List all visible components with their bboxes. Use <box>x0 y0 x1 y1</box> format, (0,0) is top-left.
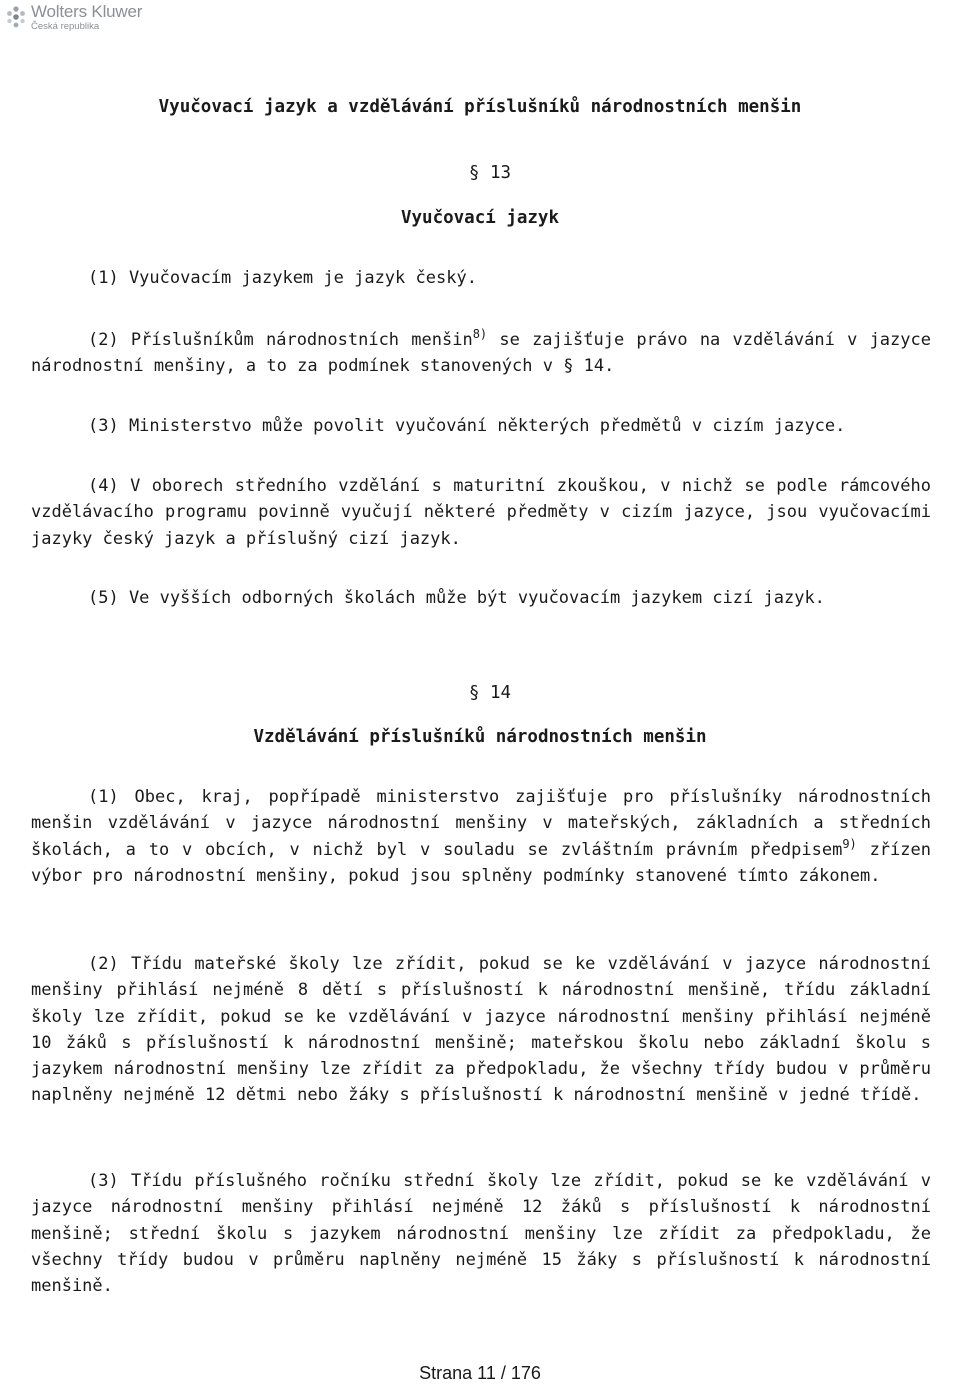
section-13-number: § 13 <box>468 163 512 183</box>
sec13-paragraph-3: (3) Ministerstvo může povolit vyučování některých předmětů v cizím jazyce. <box>88 416 846 436</box>
sec14-p1-text-b: zřízen výbor pro národnostní menšiny, pokud jsou splněny podmínky stanovené tímto zákonem. <box>31 839 931 886</box>
part-title: Vyučovací jazyk a vzdělávání příslušníků národnostních menšin <box>158 97 802 117</box>
page-footer: Strana 11 / 176 <box>419 1363 541 1383</box>
publisher-logo <box>4 3 142 35</box>
sec13-paragraph-4: (4) V oborech středního vzdělání s maturitní zkouškou, v nichž se podle rámcového vzdělávacího programu povinně vyučují některé předměty v cizím jazyce, jsou vyučovacími jazyky český jazyk a příslušný cizí jazyk. <box>31 476 931 549</box>
sec13-p2-text-b: se zajišťuje právo na vzdělávání v jazyce národnostní menšiny, a to za podmínek stanovených v § 14. <box>31 330 931 377</box>
sec14-paragraph-1 <box>31 784 931 889</box>
sec13-p2-text-a: (2) Příslušníkům národnostních menšin <box>88 330 473 350</box>
sec13-paragraph-5: (5) Ve vyšších odborných školách může být vyučovacím jazykem cizí jazyk. <box>88 588 825 608</box>
section-14-number: § 14 <box>468 683 512 703</box>
sec13-paragraph-1: (1) Vyučovacím jazykem je jazyk český. <box>88 268 477 288</box>
section-13-title: Vyučovací jazyk <box>400 208 560 228</box>
footnote-ref-8[interactable]: 8) <box>472 327 488 341</box>
sec14-p1-text-a: (1) Obec, kraj, popřípadě ministerstvo zajišťuje pro příslušníky národnostních menšin vzdělávání v jazyce národnostní menšiny v mateřských, základních a středních školách, a to v obcích, v nichž byl v souladu se zvláštním právním předpisem <box>31 787 931 860</box>
wolters-kluwer-logo-icon <box>4 5 28 29</box>
logo-subtitle: Česká republika <box>31 21 100 32</box>
logo-brand: Wolters Kluwer <box>31 2 143 21</box>
sec14-paragraph-2: (2) Třídu mateřské školy lze zřídit, pokud se ke vzdělávání v jazyce národnostní menšiny přihlásí nejméně 8 dětí s příslušností k národnostní menšině, třídu základní školy lze zřídit, pokud se ke vzdělávání v jazyce národnostní menšiny přihlásí nejméně 10 žáků s příslušností k národnostní menšině; mateřskou školu nebo základní školu s jazykem národnostní menšiny lze zřídit za předpokladu, že všechny třídy budou v průměru naplněny nejméně 12 dětmi nebo žáky s příslušností k národnostní menšině v jedné třídě. <box>31 954 931 1106</box>
sec14-paragraph-3: (3) Třídu příslušného ročníku střední školy lze zřídit, pokud se ke vzdělávání v jazyce národnostní menšiny přihlásí nejméně 12 žáků s příslušností k národnostní menšině; střední školu s jazykem národnostní menšiny lze zřídit za předpokladu, že všechny třídy budou v průměru naplněny nejméně 15 žáky s příslušností k národnostní menšině. <box>31 1171 931 1297</box>
section-14-title: Vzdělávání příslušníků národnostních menšin <box>253 727 707 747</box>
footnote-ref-9[interactable]: 9) <box>842 836 857 851</box>
sec13-paragraph-2 <box>31 327 931 380</box>
